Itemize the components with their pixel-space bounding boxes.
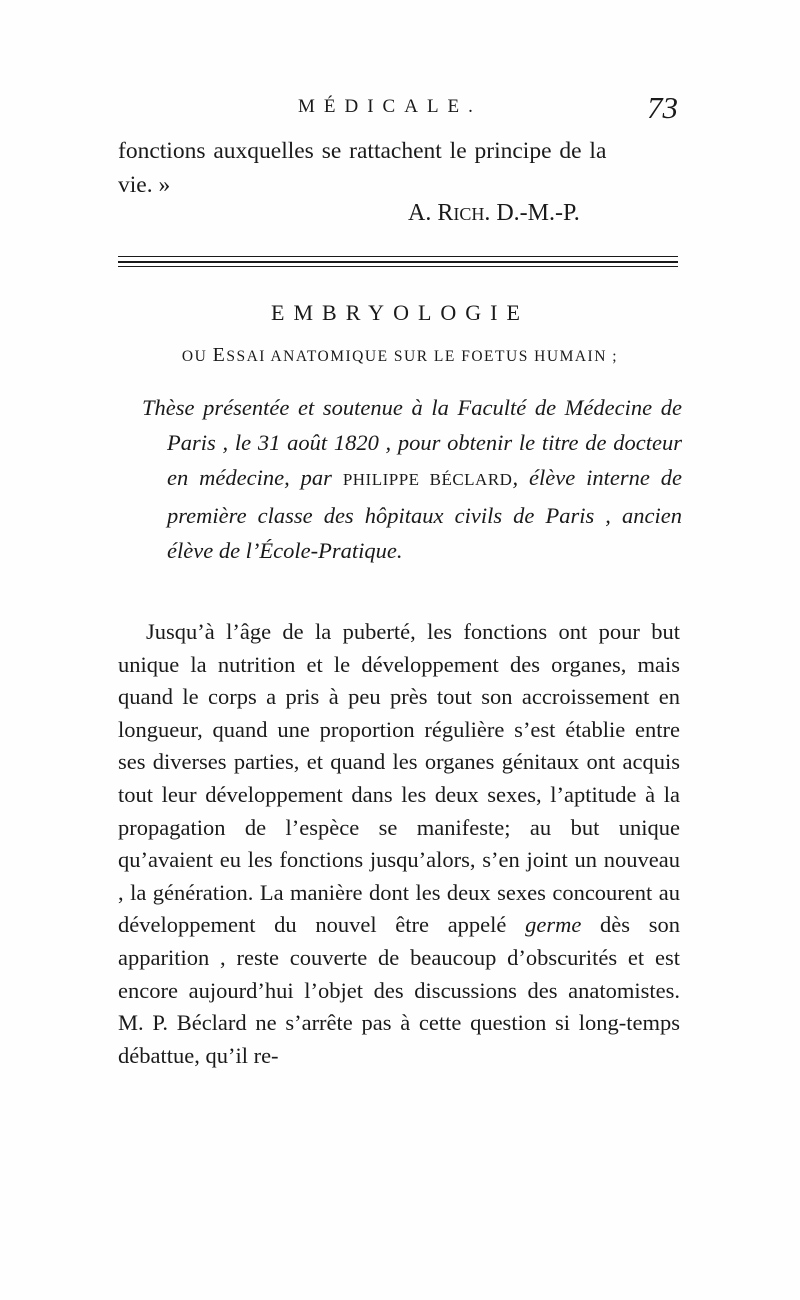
continuation-line-1: fonctions auxquelles se rattachent le principe de la — [118, 138, 607, 164]
thesis-description — [142, 390, 682, 568]
signature-smallcaps: ICH — [453, 204, 485, 224]
section-title: EMBRYOLOGIE — [271, 300, 529, 325]
section-rule-middle — [118, 261, 678, 263]
thesis-text-after: , élève interne de première classe des hôpitaux civils de Paris , ancien élève de l’École-Pratique. — [167, 465, 682, 563]
page-header — [118, 90, 678, 136]
thesis-text-before: Thèse présentée et soutenue à la Faculté de Médecine de Paris , le 31 août 1820 , pour obtenir le titre de docteur en médecine, par — [142, 395, 682, 491]
subtitle-initial: E — [212, 344, 227, 366]
section-rule-bottom — [118, 266, 678, 267]
continuation-line-2: vie. » — [118, 172, 171, 198]
section-rule-top — [118, 256, 678, 257]
body-text-main: Jusqu’à l’âge de la puberté, les fonctions ont pour but unique la nutrition et le développement des organes, mais quand le corps a pris à peu près tout son accroissement en longueur, quand une proportion régulière s’est établie entre ses diverses parties, et quand les organes génitaux ont acquis tout leur développement dans les deux sexes, l’aptitude à la propagation de l’espèce se manifeste; au but unique qu’avaient eu les fonctions jusqu’alors, s’en joint un nouveau , la génération. La manière dont les deux sexes concourent au développement du nouvel être appelé — [118, 619, 680, 938]
subtitle-rest: SSAI ANATOMIQUE SUR LE FOETUS HUMAIN ; — [226, 348, 619, 365]
signature — [408, 200, 580, 227]
body-text-end: dès son apparition , reste couverte de beaucoup d’obscurités et est encore aujourd’hui l’objet des discussions des anatomistes. M. P. Béclard ne s’arrête pas à cette question si long-temps débattue, qu’il re- — [118, 912, 680, 1068]
body-paragraph — [118, 616, 680, 1072]
body-term-germe: germe — [525, 912, 582, 938]
thesis-author: PHILIPPE BÉCLARD — [342, 470, 513, 490]
signature-initial: A. R — [408, 200, 454, 226]
running-title: MÉDICALE. — [298, 96, 482, 117]
section-subtitle — [0, 344, 800, 367]
subtitle-ou: OU — [181, 348, 208, 365]
signature-rest: . D.-M.-P. — [484, 200, 580, 226]
page-number: 73 — [647, 90, 678, 125]
